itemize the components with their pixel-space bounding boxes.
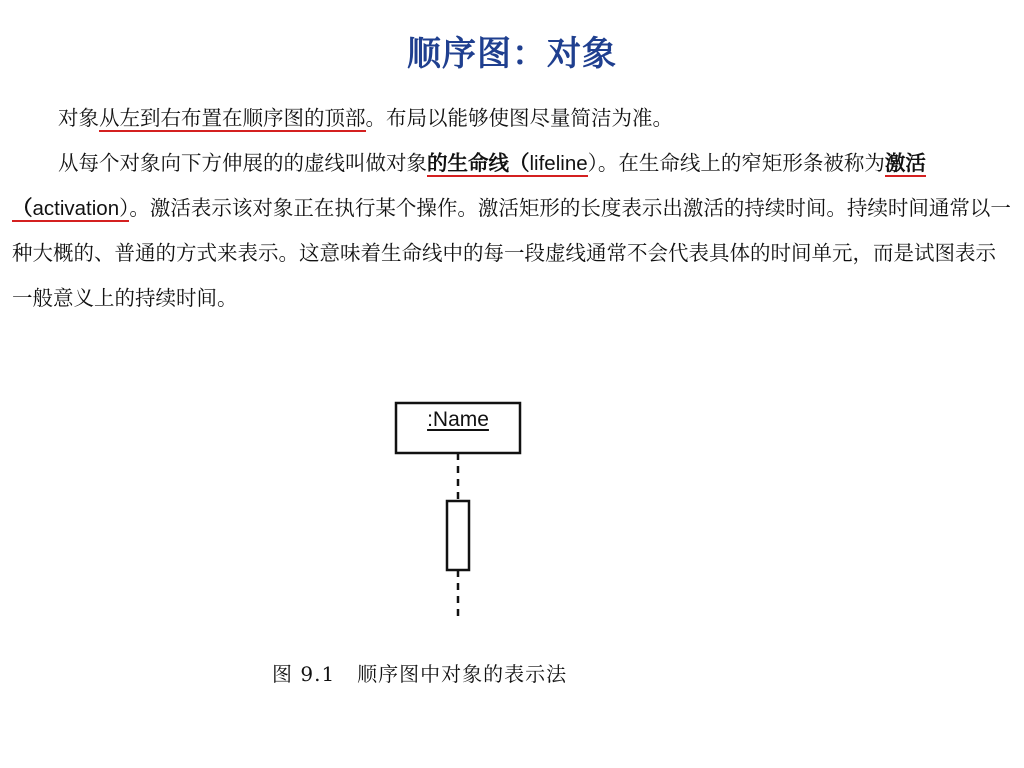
text-layout-rule: 。布局以能够使图尽量简洁为准。 (365, 106, 673, 130)
term-activation: 激活（ (12, 151, 926, 220)
text-dashed-line: 从每个对象向下方伸展的的虚线叫做对象 (58, 151, 427, 175)
object-name-label: :Name (427, 408, 489, 431)
activation-bar (447, 501, 469, 570)
body-text (12, 96, 1016, 321)
sequence-object-drawing (380, 400, 540, 640)
text-narrow-rect: 。在生命线上的窄矩形条被称为 (597, 151, 885, 175)
term-activation-english: activation (32, 197, 120, 220)
text-object: 对象 (58, 106, 99, 130)
underlined-phrase-layout: 从左到右布置在顺序图的顶部 (99, 106, 366, 130)
figure-caption-number: 图 9.1 (272, 662, 336, 686)
paragraph-lifeline-activation (12, 141, 1016, 321)
sequence-object-figure (380, 400, 540, 640)
underlined-term-lifeline (427, 151, 588, 177)
figure-caption (272, 658, 567, 687)
term-lifeline: 的生命线（ (427, 151, 530, 175)
text-paren-close-2: ） (119, 196, 130, 220)
paragraph-object-layout (12, 96, 1016, 141)
figure-caption-text: 顺序图中对象的表示法 (357, 662, 568, 686)
slide-title: 顺序图：对象 (407, 34, 617, 74)
text-activation-description: 。激活表示该对象正在执行某个操作。激活矩形的长度表示出激活的持续时间。持续时间通常以一种大概的、普通的方式来表示。这意味着生命线中的每一段虚线通常不会代表具体的时间单元，而是试图表示一般意义上的持续时间。 (12, 196, 1011, 310)
text-paren-close-1: ） (587, 151, 598, 175)
term-lifeline-english: lifeline (529, 152, 588, 175)
